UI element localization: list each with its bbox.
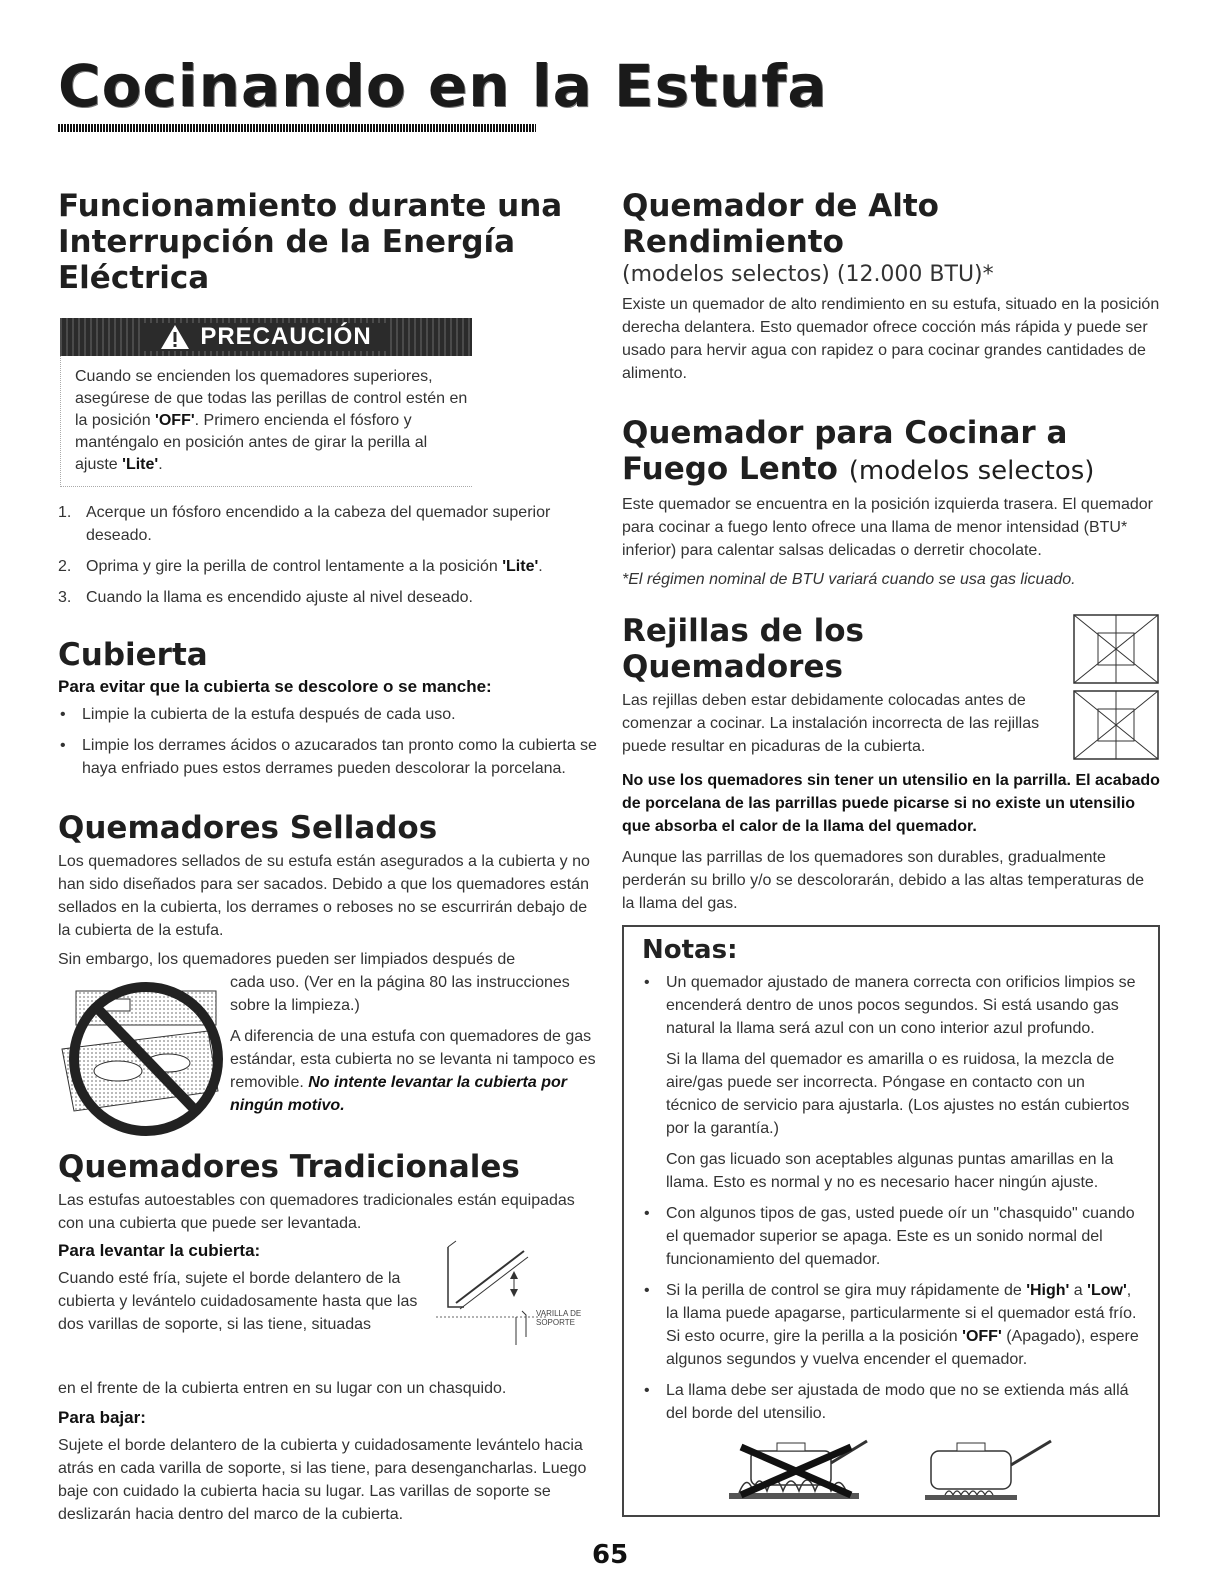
no-lift-cooktop-illustration — [58, 971, 226, 1141]
step-number: 3. — [58, 589, 72, 606]
note-text: Con algunos tipos de gas, usted puede oír un "chasquido" cuando el quemador superior se apaga. Este es un sonido normal del funcionamiento del quemador. — [666, 1205, 1135, 1268]
cooktop-section — [58, 637, 603, 780]
note-text: Con gas licuado son aceptables algunas puntas amarillas en la llama. Esto es normal y no es necesario hacer ningún ajuste. — [666, 1151, 1114, 1191]
step-text: Oprima y gire la perilla de control lentamente a la posición — [86, 558, 503, 575]
sealed-para-3 — [230, 1025, 603, 1117]
notes-list — [642, 971, 1140, 1425]
bullet-text: Limpie la cubierta de la estufa después de cada uso. — [82, 706, 456, 723]
caution-text-2: . Primero encienda el fósforo y manténgalo en posición antes de girar la perilla al ajuste — [75, 412, 428, 473]
high-performance-burner-section — [622, 188, 1160, 385]
flame-illustrations — [642, 1433, 1140, 1503]
traditional-burners-heading: Quemadores Tradicionales — [58, 1149, 520, 1185]
title-underline — [58, 124, 536, 132]
lower-heading: Para bajar: — [58, 1408, 146, 1427]
note-text: La llama debe ser ajustada de modo que no se extienda más allá del borde del utensilio. — [666, 1382, 1129, 1422]
list-item: • Si la perilla de control se gira muy rápidamente de 'High' a 'Low', la llama puede apagarse, particularmente si el quemador está frío. Si esto ocurre, gire la perilla a la posición 'OFF' (Apagado), espere algunos segundos y vuelva encender el quemador. — [644, 1282, 1139, 1368]
support-rod-label — [536, 1309, 581, 1327]
right-column — [622, 188, 1160, 1517]
caution-text — [60, 356, 472, 487]
step-bold: 'Lite' — [502, 558, 539, 575]
notes-heading: Notas: — [642, 935, 738, 965]
caution-bar — [60, 318, 472, 356]
note-high: 'High' — [1026, 1282, 1070, 1299]
cooktop-heading: Cubierta — [58, 637, 208, 673]
raise-heading: Para levantar la cubierta: — [58, 1241, 261, 1260]
page-title: Cocinando en la Estufa — [58, 52, 828, 120]
caution-text-1: Cuando se encienden los quemadores superiores, asegúrese de que todas las perillas de control estén en la posición — [75, 368, 468, 429]
sealed-figure-row — [58, 971, 603, 1141]
btu-footnote: *El régimen nominal de BTU variará cuando se usa gas licuado. — [622, 571, 1076, 588]
raise-text: Cuando esté fría, sujete el borde delantero de la cubierta y levántelo cuidadosamente hasta que las dos varillas de soporte, si las tiene, situadas — [58, 1270, 418, 1333]
list-item: • Un quemador ajustado de manera correcta con orificios limpios se encenderá dentro de unos pocos segundos. Si está usando gas natural la llama será azul con un cono interior azul profundo. Si la llama del quemador es amarilla o es ruidosa, la mezcla de aire/gas puede ser incorrecta. Póngase en contacto con un técnico de servicio para ajustarla. (Los ajustes no están cubiertos por la garantía.) Con gas licuado son aceptables algunas puntas amarillas en la llama. Esto es normal y no es necesario hacer ningún ajuste. — [642, 971, 1140, 1194]
power-outage-heading — [58, 188, 603, 296]
note-text: , la llama puede apagarse, particularmente si el quemador está frío. Si esto ocurre, gire la perilla a la posición — [666, 1282, 1137, 1345]
grates-heading-line-1: Rejillas de los — [622, 613, 864, 649]
heading-line-2: Interrupción de la Energía — [58, 224, 516, 260]
grates-text-2: Aunque las parrillas de los quemadores son durables, gradualmente perderán su brillo y/o se descolorarán, debido a las altas temperaturas de la llama del gas. — [622, 849, 1145, 912]
support-rod-illustration — [436, 1237, 546, 1347]
step-item — [58, 555, 603, 578]
sealed-warning: No intente levantar la cubierta por ningún motivo. — [230, 1074, 567, 1114]
sealed-burners-section — [58, 810, 603, 1141]
grates-heading-row — [622, 613, 1160, 761]
support-rod-figure — [436, 1267, 596, 1377]
sealed-para-3-text: A diferencia de una estufa con quemadores de gas estándar, esta cubierta no se levanta ni tampoco es removible. — [230, 1028, 596, 1091]
step-after: . — [538, 558, 543, 575]
warning-icon — [160, 324, 190, 350]
sealed-para-2-rest: cada uso. (Ver en la página 80 las instrucciones sobre la limpieza.) — [230, 974, 570, 1014]
note-low: 'Low' — [1087, 1282, 1127, 1299]
simmer-heading-line-2: Fuego Lento — [622, 451, 838, 487]
grates-heading — [622, 613, 1052, 685]
list-item: • Limpie la cubierta de la estufa después de cada uso. — [58, 703, 603, 726]
note-text: Si la llama del quemador es amarilla o es ruidosa, la mezcla de aire/gas puede ser incorrecta. Póngase en contacto con un técnico de servicio para ajustarla. (Los ajustes no están cubiertos por la garantía.) — [666, 1051, 1130, 1137]
grates-text: Las rejillas deben estar debidamente colocadas antes de comenzar a cocinar. La instalación incorrecta de las rejillas puede resultar en picaduras de la cubierta. — [622, 692, 1040, 755]
heading-line-3: Eléctrica — [58, 260, 210, 296]
caution-off: 'OFF' — [155, 412, 195, 429]
simmer-text: Este quemador se encuentra en la posición izquierda trasera. El quemador para cocinar a fuego lento ofrece una llama de menor intensidad (BTU* inferior) para calentar salsas delicadas o derretir chocolate. — [622, 496, 1153, 559]
heading-line-1: Funcionamiento durante una — [58, 188, 563, 224]
grates-heading-line-2: Quemadores — [622, 649, 843, 685]
cooktop-bullets — [58, 703, 603, 780]
step-number: 1. — [58, 504, 72, 521]
sealed-burners-heading: Quemadores Sellados — [58, 810, 438, 846]
notes-box — [622, 925, 1160, 1517]
support-rod-label-1: VARILLA DE — [536, 1309, 582, 1318]
power-outage-section — [58, 188, 603, 609]
high-performance-text: Existe un quemador de alto rendimiento en su estufa, situado en la posición derecha delantera. Esto quemador ofrece cocción más rápida y puede ser usado para hervir agua con rapidez o para cocinar grandes cantidades de alimento. — [622, 296, 1160, 382]
high-performance-subheading: (modelos selectos) (12.000 BTU)* — [622, 262, 994, 287]
caution-lite: 'Lite' — [122, 456, 159, 473]
caution-label: PRECAUCIÓN — [200, 323, 372, 350]
support-rod-label-2: SOPORTE — [536, 1318, 575, 1327]
cooktop-subheading: Para evitar que la cubierta se descolore o se manche: — [58, 677, 492, 696]
note-text: Si la perilla de control se gira muy rápidamente de — [666, 1282, 1027, 1299]
grates-warning: No use los quemadores sin tener un utensilio en la parrilla. El acabado de porcelana de las parrillas puede picarse si no existe un utensilio que absorba el calor de la llama del quemador. — [622, 772, 1160, 835]
correct-flame-illustration — [911, 1433, 1061, 1503]
simmer-heading-line-1: Quemador para Cocinar a — [622, 415, 1068, 451]
step-item — [58, 501, 603, 547]
traditional-burners-section — [58, 1149, 603, 1526]
list-item: • Limpie los derrames ácidos o azucarados tan pronto como la cubierta se haya enfriado pues estos derrames pueden descolorar la porcelana. — [58, 734, 603, 780]
list-item: • La llama debe ser ajustada de modo que no se extienda más allá del borde del utensilio. — [642, 1379, 1140, 1425]
page-number: 65 — [592, 1540, 629, 1570]
simmer-burner-section — [622, 415, 1160, 591]
left-column — [58, 188, 603, 1526]
ignite-steps — [58, 501, 603, 609]
note-text: (Apagado), espere algunos segundos y vuelva encender el quemador. — [666, 1328, 1139, 1368]
note-text: Un quemador ajustado de manera correcta con orificios limpios se encenderá dentro de unos pocos segundos. Si está usando gas natural la llama será azul con un cono interior azul profundo. — [666, 974, 1136, 1037]
raise-row — [58, 1267, 603, 1377]
step-text: Acerque un fósforo encendido a la cabeza del quemador superior deseado. — [86, 504, 551, 544]
high-performance-heading: Quemador de Alto Rendimiento — [622, 188, 939, 260]
note-text: a — [1069, 1282, 1088, 1299]
traditional-intro: Las estufas autoestables con quemadores tradicionales están equipadas con una cubierta que puede ser levantada. — [58, 1192, 575, 1232]
sealed-para-2-start: Sin embargo, los quemadores pueden ser limpiados después de — [58, 951, 516, 968]
note-off: 'OFF' — [962, 1328, 1002, 1345]
raise-text-continued: en el frente de la cubierta entren en su lugar con un chasquido. — [58, 1380, 507, 1397]
bullet-text: Limpie los derrames ácidos o azucarados tan pronto como la cubierta se haya enfriado pues estos derrames pueden descolorar la porcelana. — [82, 737, 597, 777]
incorrect-flame-illustration — [721, 1433, 871, 1503]
step-item — [58, 586, 603, 609]
caution-text-3: . — [158, 456, 163, 473]
grate-illustration — [1072, 613, 1160, 761]
sealed-para-1: Los quemadores sellados de su estufa están asegurados a la cubierta y no han sido diseñados para ser sacados. Debido a que los quemadores están sellados en la cubierta, los derrames o reboses no se escurrirán debajo de la cubierta de la estufa. — [58, 853, 590, 939]
lower-text: Sujete el borde delantero de la cubierta y cuidadosamente levántelo hacia atrás en cada varilla de soporte, si las tiene, para desengancharlas. Luego baje con cuidado la cubierta hacia su lugar. Las varillas de soporte se deslizarán hacia dentro del marco de la cubierta. — [58, 1437, 587, 1523]
step-number: 2. — [58, 558, 72, 575]
grates-section — [622, 613, 1160, 915]
simmer-heading-note: (modelos selectos) — [848, 456, 1095, 486]
simmer-heading — [622, 415, 1160, 489]
list-item: • Con algunos tipos de gas, usted puede oír un "chasquido" cuando el quemador superior se apaga. Este es un sonido normal del funcionamiento del quemador. — [642, 1202, 1140, 1271]
step-text: Cuando la llama es encendido ajuste al nivel deseado. — [86, 589, 473, 606]
